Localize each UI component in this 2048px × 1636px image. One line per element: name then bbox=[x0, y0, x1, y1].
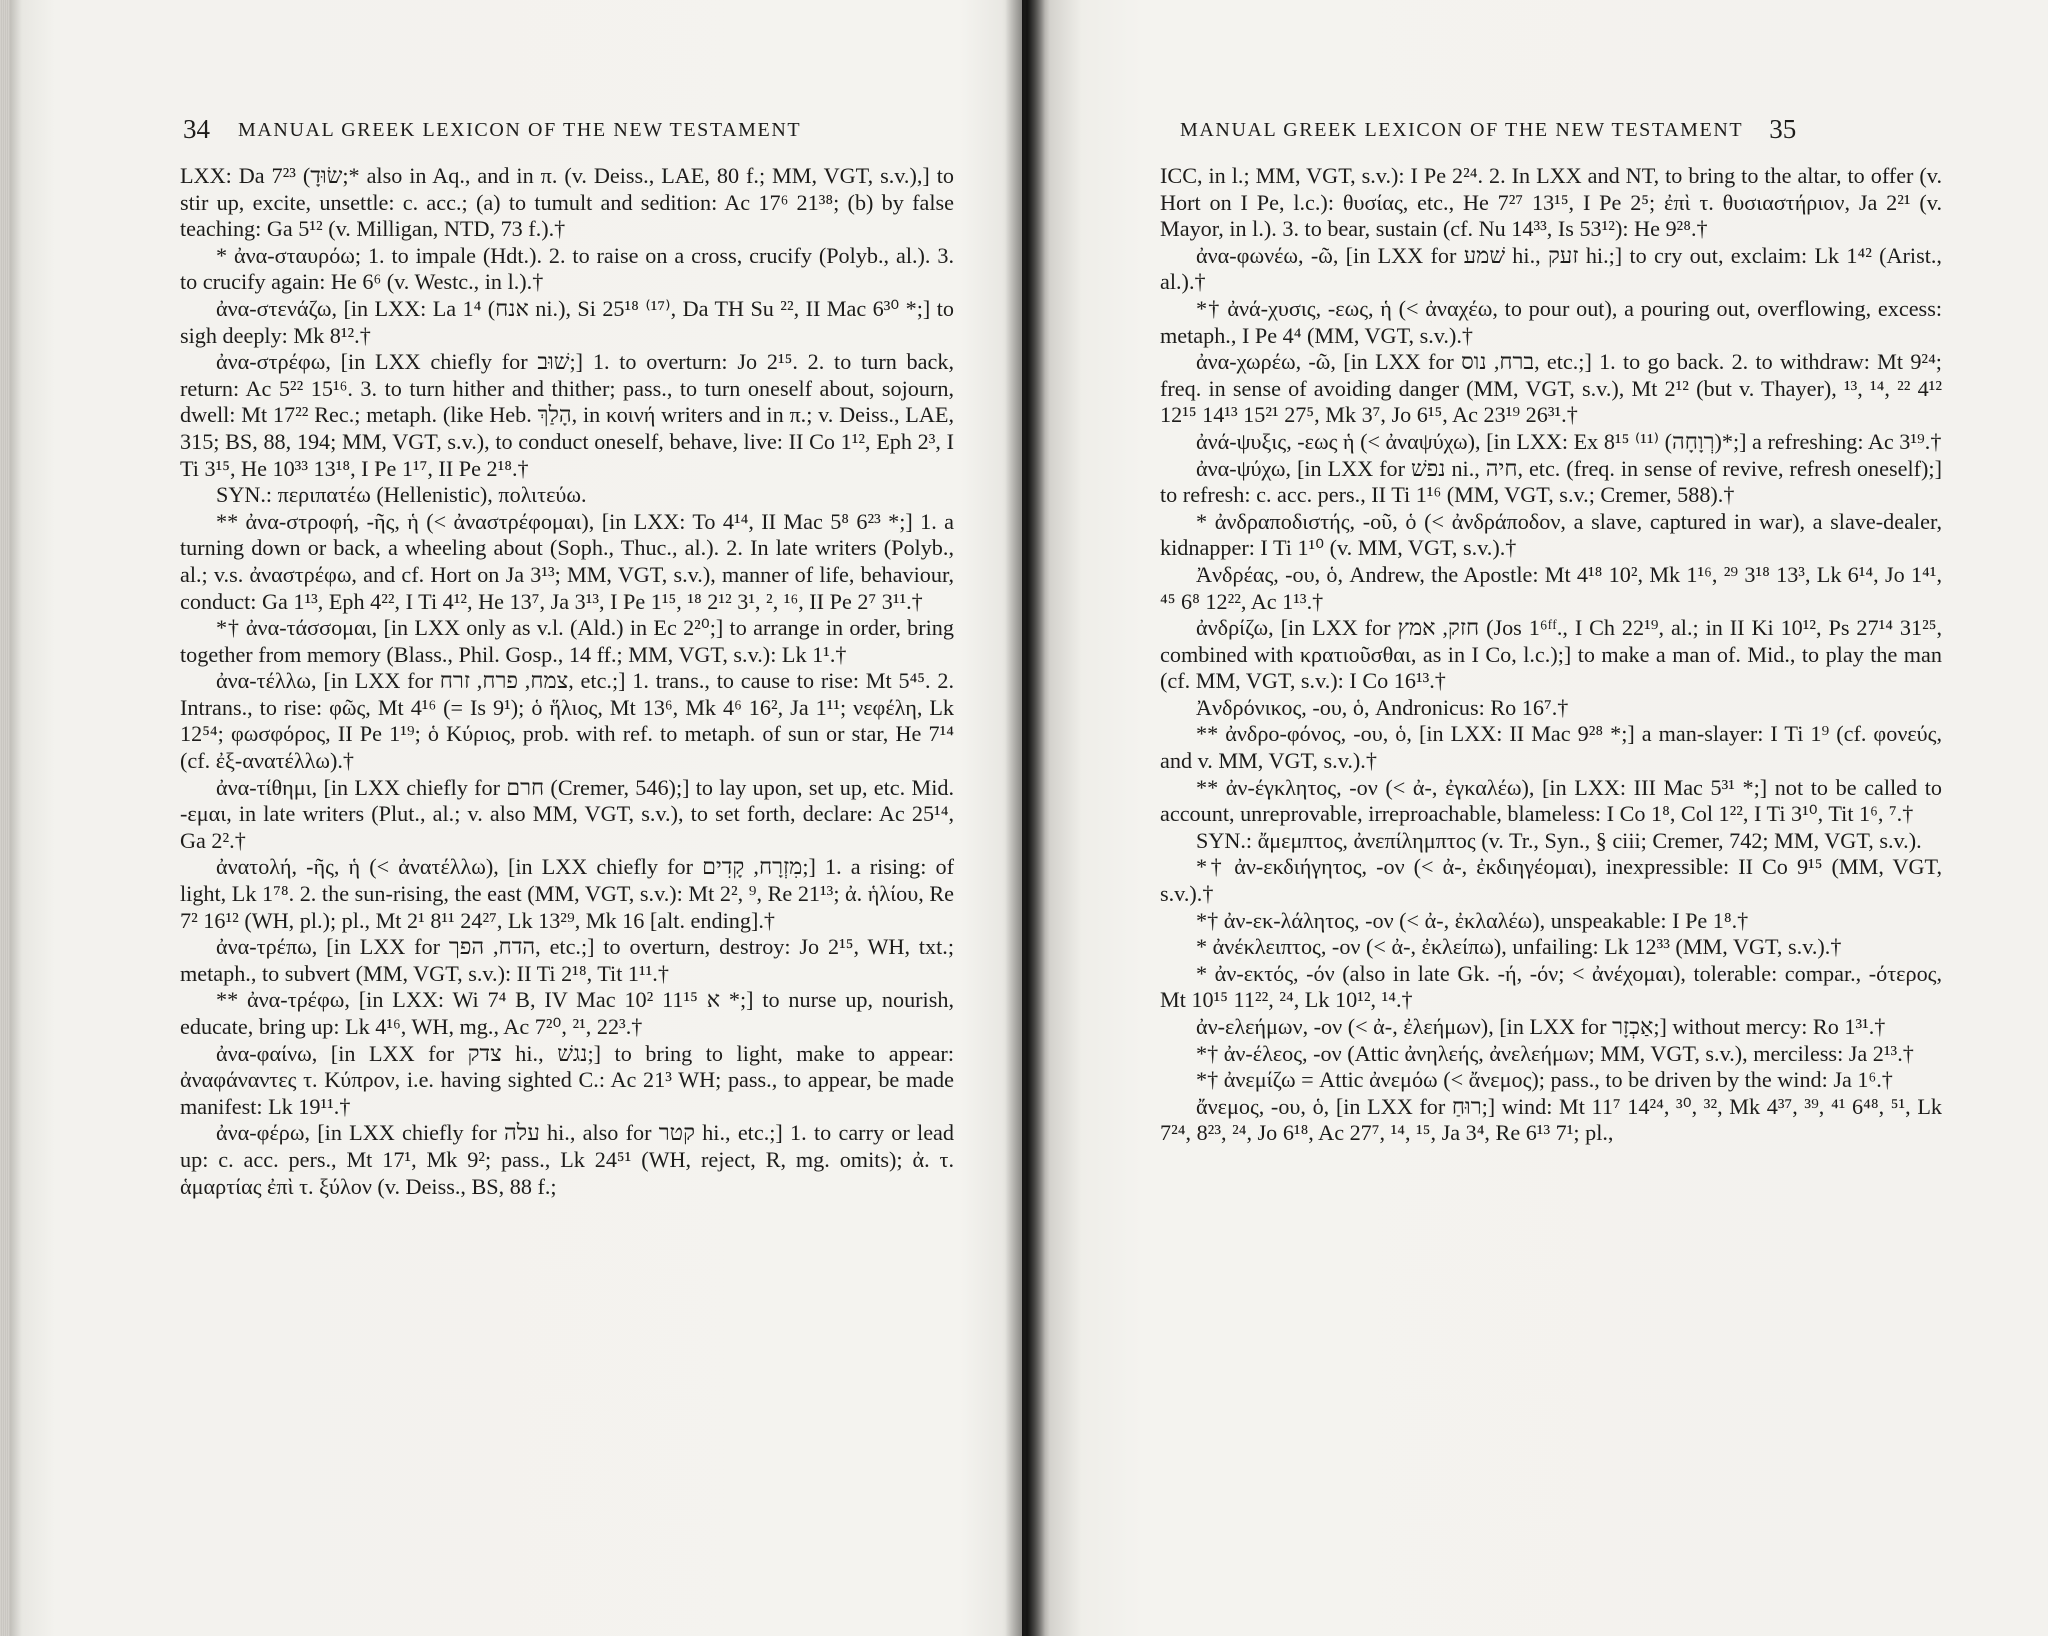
page-number: 35 bbox=[1769, 114, 1797, 144]
lexicon-entry: ἀνδρίζω, [in LXX for חזק, אמץ (Jos 1⁶ᶠᶠ., I Ch 22¹⁹, al.; in II Ki 10¹², Ps 27¹⁴ 31²⁵, combined with κρατιοῦσθαι, as in I Co, l.c.);] to make a man of. Mid., to play the man (cf. MM, VGT, s.v.): I Co 16¹³.† bbox=[1160, 615, 1943, 694]
lexicon-column bbox=[180, 163, 954, 1200]
lexicon-entry: * ἀνδραποδιστής, -οῦ, ὁ (< ἀνδράποδον, a slave, captured in war), a slave-dealer, kidnapper: I Ti 1¹⁰ (v. MM, VGT, s.v.).† bbox=[1160, 508, 1942, 561]
lexicon-entry: ἀνα-τέλλω, [in LXX for צמח, פרח, זרח, etc.;] 1. trans., to cause to rise: Mt 5⁴⁵. 2. Intrans., to rise: φῶς, Mt 4¹⁶ (= Is 9¹); ὁ ἥλιος, Mt 13⁶, Mk 4⁶ 16², Ja 1¹¹; νεφέλη, Lk 12⁵⁴; φωσφόρος, II Pe 1¹⁹; ὁ Κύριος, prob. with ref. to metaph. of sun or star, He 7¹⁴ (cf. ἐξ-ανατέλλω).† bbox=[180, 668, 955, 774]
lexicon-entry: ἀνα-στρέφω, [in LXX chiefly for שׁוּב;] 1. to overturn: Jo 2¹⁵. 2. to turn back, return: Ac 5²² 15¹⁶. 3. to turn hither and thither; pass., to turn oneself about, sojourn, dwell: Mt 17²² Rec.; metaph. (like Heb. הָלַךְ, in κοινή writers and in π.; v. Deiss., LAE, 315; BS, 88, 194; MM, VGT, s.v.), to conduct oneself, behave, live: II Co 1¹², Eph 2³, I Ti 3¹⁵, He 10³³ 13¹⁸, I Pe 1¹⁷, II Pe 2¹⁸.† bbox=[180, 349, 954, 481]
synonym-note: SYN.: ἄμεμπτος, ἀνεπίλημπτος (v. Tr., Syn., § ciii; Cremer, 742; MM, VGT, s.v.). bbox=[1196, 827, 1922, 853]
lexicon-entry: * ἀνα-σταυρόω; 1. to impale (Hdt.). 2. to raise on a cross, crucify (Polyb., al.). 3. to crucify again: He 6⁶ (v. Westc., in l.).† bbox=[180, 242, 954, 295]
lexicon-entry: ** ἀνα-στροφή, -ῆς, ἡ (< ἀναστρέφομαι), [in LXX: To 4¹⁴, II Mac 5⁸ 6²³ *;] 1. a turning down or back, a wheeling about (Soph., Thuc., al.). 2. In late writers (Polyb., al.; v.s. ἀναστρέφω, and cf. Hort on Ja 3¹³; MM, VGT, s.v.), manner of life, behaviour, conduct: Ga 1¹³, Eph 4²², I Ti 4¹², He 13⁷, Ja 3¹³, I Pe 1¹⁵, ¹⁸ 2¹² 3¹, ², ¹⁶, II Pe 2⁷ 3¹¹.† bbox=[180, 508, 954, 614]
lexicon-entry: Ἀνδρέας, -ου, ὁ, Andrew, the Apostle: Mt 4¹⁸ 10², Mk 1¹⁶, ²⁹ 3¹⁸ 13³, Lk 6¹⁴, Jo 1⁴¹, ⁴⁵ 6⁸ 12²², Ac 1¹³.† bbox=[1160, 561, 1942, 614]
page-edge bbox=[0, 0, 10, 1636]
lexicon-entry: *† ἀνεμίζω = Attic ἀνεμόω (< ἄνεμος); pass., to be driven by the wind: Ja 1⁶.† bbox=[1196, 1067, 1893, 1093]
lexicon-entry: LXX: Da 7²³ (שׂוּדָ;* also in Aq., and in π. (v. Deiss., LAE, 80 f.; MM, VGT, s.v.),] to stir up, excite, unsettle: c. acc.; (a) to tumult and sedition: Ac 17⁶ 21³⁸; (b) by false teaching: Ga 5¹² (v. Milligan, NTD, 73 f.).† bbox=[180, 163, 954, 242]
lexicon-entry: *† ἀνά-χυσις, -εως, ἡ (< ἀναχέω, to pour out), a pouring out, overflowing, excess: metaph., I Pe 4⁴ (MM, VGT, s.v.).† bbox=[1160, 295, 1942, 348]
lexicon-entry: *† ἀνα-τάσσομαι, [in LXX only as v.l. (Ald.) in Ec 2²⁰;] to arrange in order, bring together from memory (Blass., Phil. Gosp., 14 ff.; MM, VGT, s.v.): Lk 1¹.† bbox=[180, 615, 954, 667]
lexicon-entry: *† ἀν-εκ-λάλητος, -ον (< ἀ-, ἐκλαλέω), unspeakable: I Pe 1⁸.† bbox=[1196, 907, 1749, 933]
lexicon-entry: ἀνα-στενάζω, [in LXX: La 1⁴ (אנח ni.), Si 25¹⁸ ⁽¹⁷⁾, Da TH Su ²², II Mac 6³⁰ *;] to sigh deeply: Mk 8¹².† bbox=[180, 295, 954, 348]
lexicon-entry: ἀνα-φαίνω, [in LXX for צדק hi., נגשׁ;] to bring to light, make to appear: ἀναφάναντες τ. Κύπρον, i.e. having sighted C.: Ac 21³ WH; pass., to appear, be made manifest: Lk 19¹¹.† bbox=[180, 1040, 954, 1119]
running-head bbox=[183, 114, 801, 145]
lexicon-entry: ἀνατολή, -ῆς, ἡ (< ἀνατέλλω), [in LXX chiefly for מִזְרָח, קָדִים;] 1. a rising: of light, Lk 1⁷⁸. 2. the sun-rising, the east (MM, VGT, s.v.): Mt 2², ⁹, Re 21¹³; ἀ. ἡλίου, Re 7² 16¹² (WH, pl.); pl., Mt 2¹ 8¹¹ 24²⁷, Lk 13²⁹, Mk 16 [alt. ending].† bbox=[180, 854, 954, 933]
lexicon-entry: ἀν-ελεήμων, -ον (< ἀ-, ἐλεήμων), [in LXX for אַכְזָר;] without mercy: Ro 1³¹.† bbox=[1196, 1014, 1886, 1039]
running-head-title: MANUAL GREEK LEXICON OF THE NEW TESTAMENT bbox=[238, 119, 802, 141]
page-number: 34 bbox=[183, 114, 210, 144]
lexicon-entry: * ἀνέκλειπτος, -ον (< ἀ-, ἐκλείπω), unfailing: Lk 12³³ (MM, VGT, s.v.).† bbox=[1196, 934, 1842, 960]
lexicon-entry: ἄνεμος, -ου, ὁ, [in LXX for רוּחַ;] wind: Mt 11⁷ 14²⁴, ³⁰, ³², Mk 4³⁷, ³⁹, ⁴¹ 6⁴⁸, ⁵¹, Lk 7²⁴, 8²³, ²⁴, Jo 6¹⁸, Ac 27⁷, ¹⁴, ¹⁵, Ja 3⁴, Re 6¹³ 7¹; pl., bbox=[1160, 1093, 1942, 1146]
lexicon-entry: *† ἀν-έλεος, -ον (Attic ἀνηλεής, ἀνελεήμων; MM, VGT, s.v.), merciless: Ja 2¹³.† bbox=[1196, 1040, 1914, 1066]
lexicon-entry: *† ἀν-εκδιήγητος, -ον (< ἀ-, ἐκδιηγέομαι), inexpressible: II Co 9¹⁵ (MM, VGT, s.v.).† bbox=[1160, 854, 1942, 907]
lexicon-entry: ** ἀν-έγκλητος, -ον (< ἀ-, ἐγκαλέω), [in LXX: III Mac 5³¹ *;] not to be called to account, unreprovable, irreproachable, blameless: I Co 1⁸, Col 1²², I Ti 3¹⁰, Tit 1⁶, ⁷.† bbox=[1160, 774, 1942, 827]
running-head bbox=[1180, 114, 1796, 145]
lexicon-entry: ἀνα-τρέπω, [in LXX for הדח, הפך, etc.;] to overturn, destroy: Jo 2¹⁵, WH, txt.; metaph., to subvert (MM, VGT, s.v.): II Ti 2¹⁸, Tit 1¹¹.† bbox=[180, 934, 954, 986]
lexicon-column bbox=[1160, 163, 1942, 1147]
lexicon-entry: ἀνα-τίθημι, [in LXX chiefly for חרם (Cremer, 546);] to lay upon, set up, etc. Mid. -εμαι, in late writers (Plut., al.; v. also MM, VGT, s.v.), to set forth, declare: Ac 25¹⁴, Ga 2².† bbox=[180, 774, 954, 853]
lexicon-entry: ** ἀνα-τρέφω, [in LXX: Wi 7⁴ B, IV Mac 10² 11¹⁵ א *;] to nurse up, nourish, educate, bring up: Lk 4¹⁶, WH, mg., Ac 7²⁰, ²¹, 22³.† bbox=[180, 987, 954, 1039]
book-gutter bbox=[1005, 0, 1045, 1636]
running-head-title: MANUAL GREEK LEXICON OF THE NEW TESTAMENT bbox=[1180, 119, 1744, 141]
lexicon-entry: ἀνα-ψύχω, [in LXX for נפשׁ ni., חיה, etc. (freq. in sense of revive, refresh oneself);] to refresh: c. acc. pers., II Ti 1¹⁶ (MM, VGT, s.v.; Cremer, 588).† bbox=[1160, 455, 1942, 508]
lexicon-entry: Ἀνδρόνικος, -ου, ὁ, Andronicus: Ro 16⁷.† bbox=[1196, 694, 1569, 720]
lexicon-entry: * ἀν-εκτός, -όν (also in late Gk. -ή, -όν; < ἀνέχομαι), tolerable: compar., -ότερος, Mt 10¹⁵ 11²², ²⁴, Lk 10¹², ¹⁴.† bbox=[1160, 960, 1942, 1013]
lexicon-entry: ** ἀνδρο-φόνος, -ου, ὁ, [in LXX: II Mac 9²⁸ *;] a man-slayer: I Ti 1⁹ (cf. φονεύς, and v. MM, VGT, s.v.).† bbox=[1160, 721, 1942, 774]
lexicon-entry: ἀνα-φωνέω, -ῶ, [in LXX for שׁמע hi., זעק hi.;] to cry out, exclaim: Lk 1⁴² (Arist., al.).† bbox=[1160, 242, 1942, 295]
lexicon-entry: ἀνα-φέρω, [in LXX chiefly for עלה hi., also for קטר hi., etc.;] 1. to carry or lead up: c. acc. pers., Mt 17¹, Mk 9²; pass., Lk 24⁵¹ (WH, reject, R, mg. omits); ἀ. τ. ἁμαρτίας ἐπὶ τ. ξύλον (v. Deiss., BS, 88 f.; bbox=[180, 1120, 954, 1199]
lexicon-entry: ICC, in l.; MM, VGT, s.v.): I Pe 2²⁴. 2. In LXX and NT, to bring to the altar, to offer (v. Hort on I Pe, l.c.): θυσίας, etc., He 7²⁷ 13¹⁵, I Pe 2⁵; ἐπὶ τ. θυσιαστήριον, Ja 2²¹ (v. Mayor, in l.). 3. to bear, sustain (cf. Nu 14³³, Is 53¹²): He 9²⁸.† bbox=[1160, 163, 1942, 242]
lexicon-entry: ἀνά-ψυξις, -εως ἡ (< ἀναψύχω), [in LXX: Ex 8¹⁵ ⁽¹¹⁾ (רְוָחָה)*;] a refreshing: Ac 3¹⁹.† bbox=[1196, 428, 1942, 454]
synonym-note: SYN.: περιπατέω (Hellenistic), πολιτεύω. bbox=[216, 482, 587, 508]
lexicon-entry: ἀνα-χωρέω, -ῶ, [in LXX for ברח, נוס, etc.;] 1. to go back. 2. to withdraw: Mt 9²⁴; freq. in sense of avoiding danger (MM, VGT, s.v.), Mt 2¹² (but v. Thayer), ¹³, ¹⁴, ²² 4¹² 12¹⁵ 14¹³ 15²¹ 27⁵, Mk 3⁷, Jo 6¹⁵, Ac 23¹⁹ 26³¹.† bbox=[1160, 349, 1942, 428]
right-page bbox=[1022, 0, 2048, 1636]
left-page bbox=[0, 0, 1022, 1636]
